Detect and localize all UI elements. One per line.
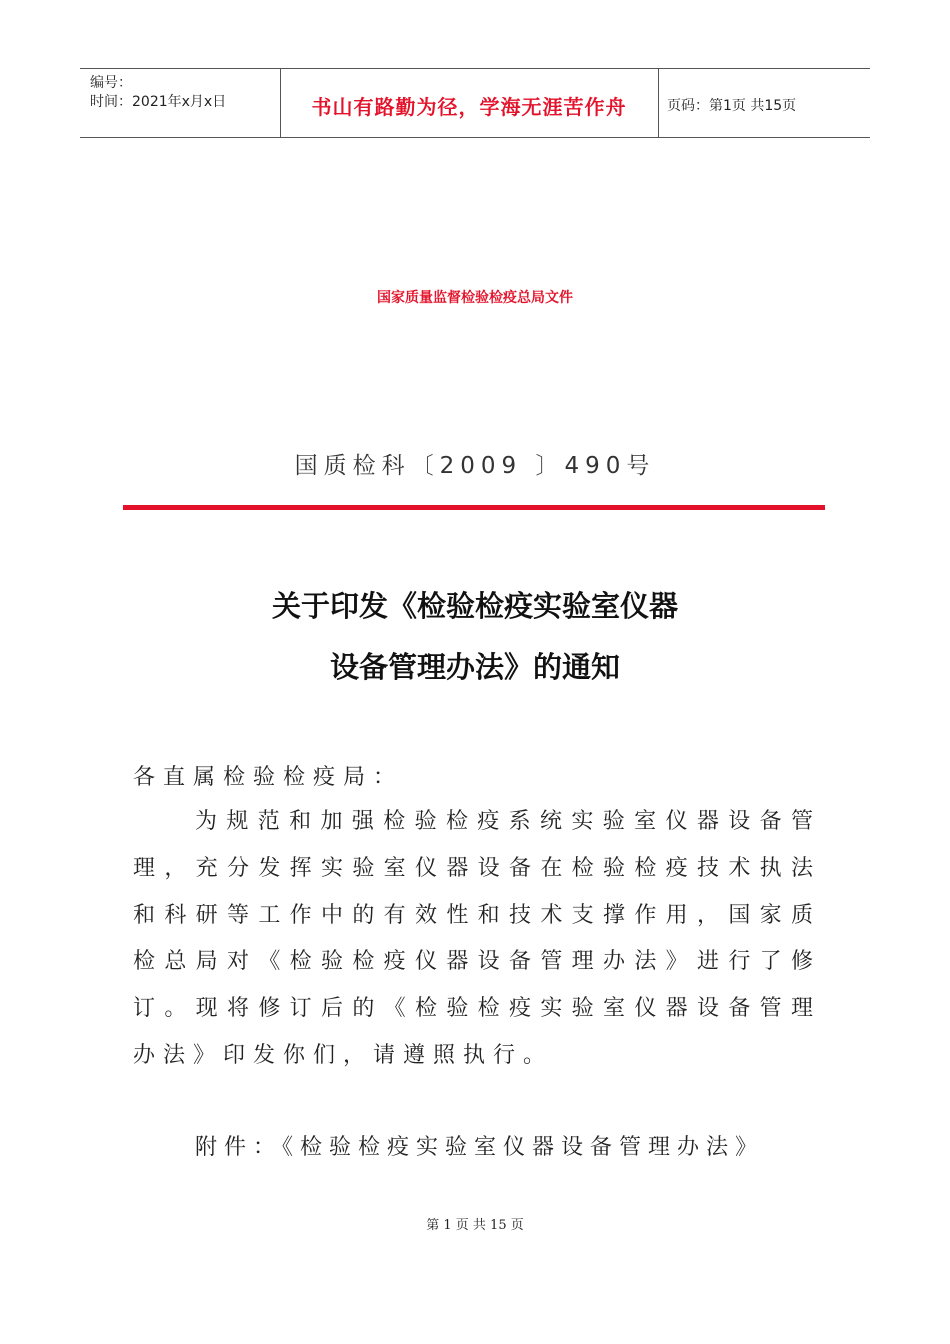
header-meta-cell — [80, 69, 281, 137]
page-info: 页码：第1页 共15页 — [667, 98, 797, 114]
header-table — [80, 68, 870, 138]
document-number: 国质检科〔2009 〕490号 — [294, 453, 656, 479]
body-line: 检总局对《检验检疫仪器设备管理办法》进行了修 — [133, 949, 813, 974]
body-line: 和科研等工作中的有效性和技术支撑作用，国家质 — [133, 903, 813, 928]
body-line: 订。现将修订后的《检验检疫实验室仪器设备管理 — [133, 996, 813, 1021]
motto: 书山有路勤为径，学海无涯苦作舟 — [311, 95, 627, 119]
title-line-2: 设备管理办法》的通知 — [329, 650, 620, 684]
body-line: 理，充分发挥实验室仪器设备在检验检疫技术执法 — [133, 856, 813, 881]
date-label: 时间：2021年x月x日 — [90, 94, 227, 110]
header-motto-cell — [280, 69, 659, 137]
title-line-1: 关于印发《检验检疫实验室仪器 — [271, 589, 678, 623]
red-divider — [123, 505, 825, 510]
page-footer: 第 1 页 共 15 页 — [426, 1218, 524, 1233]
issuing-agency: 国家质量监督检验检疫总局文件 — [377, 290, 573, 306]
salutation: 各直属检验检疫局： — [133, 765, 404, 790]
document-number-label: 编号： — [90, 75, 132, 91]
header-page-cell — [659, 69, 870, 137]
attachment-note: 附件：《检验检疫实验室仪器设备管理办法》 — [195, 1135, 765, 1160]
body-line: 为规范和加强检验检疫系统实验室仪器设备管 — [195, 809, 813, 834]
body-line: 办法》印发你们，请遵照执行。 — [133, 1043, 554, 1068]
